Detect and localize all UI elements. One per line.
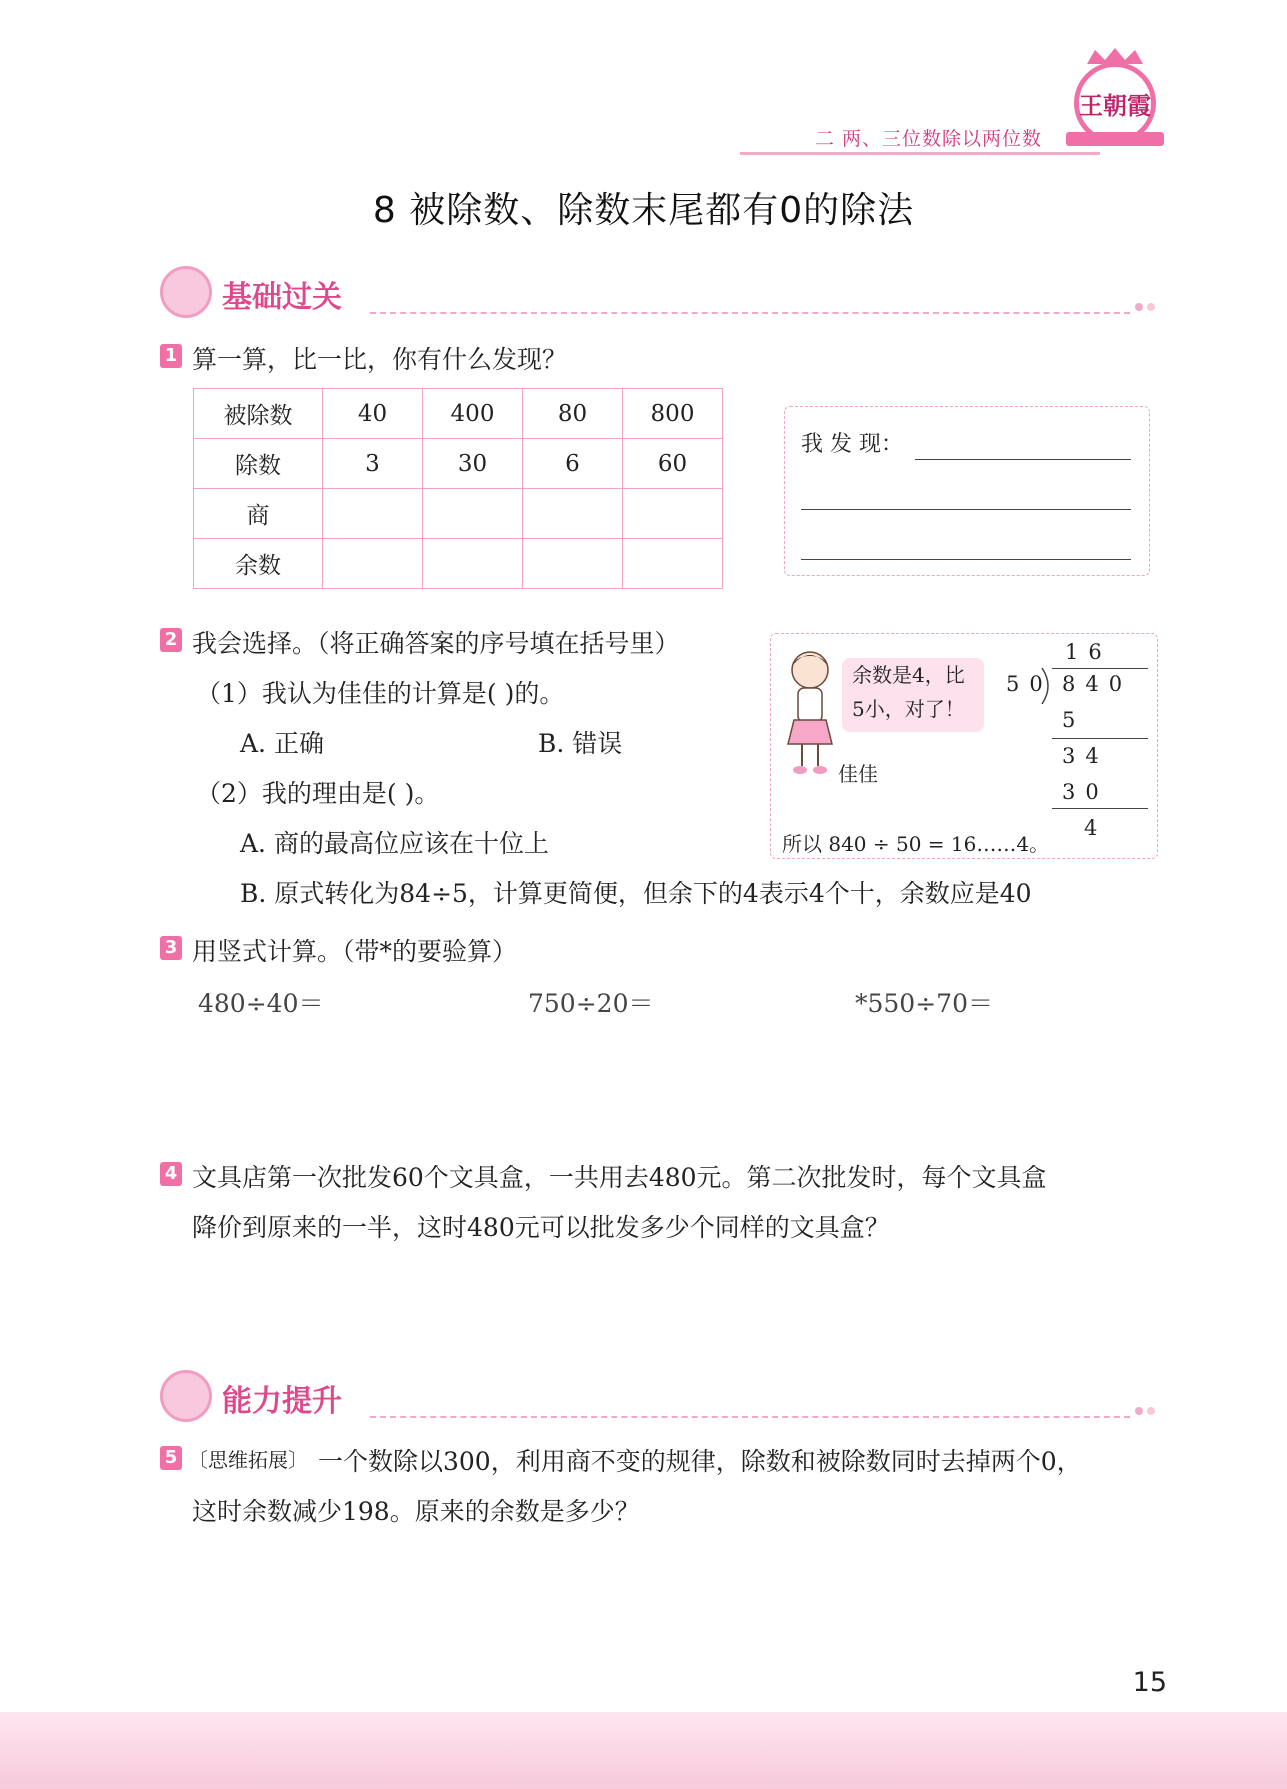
- answer-line[interactable]: [801, 509, 1131, 510]
- table-cell: 60: [623, 439, 723, 489]
- question-number: 4: [160, 1162, 182, 1186]
- row-header: 除数: [194, 439, 323, 489]
- question-tag: 〔思维拓展〕: [188, 1448, 308, 1472]
- logo-text: 王朝霞: [1079, 90, 1151, 120]
- remainder: 4: [1084, 816, 1108, 840]
- answer-line[interactable]: [915, 459, 1131, 460]
- division-bracket-icon: [1040, 668, 1054, 704]
- section-title-basic: 基础过关: [222, 280, 342, 315]
- dots-icon: [1134, 1406, 1158, 1416]
- question-text: 一个数除以300，利用商不变的规律，除数和被除数同时去掉两个0，: [318, 1447, 1082, 1476]
- answer-cell[interactable]: [523, 539, 623, 589]
- table-cell: 400: [423, 389, 523, 439]
- section-title-advanced: 能力提升: [222, 1384, 342, 1419]
- table-cell: 800: [623, 389, 723, 439]
- bubble-line: 余数是4，比: [852, 663, 965, 687]
- table-cell: 80: [523, 389, 623, 439]
- sub-question-2: （2）我的理由是( )。: [196, 779, 440, 808]
- answer-cell[interactable]: [323, 489, 423, 539]
- page-title: 8 被除数、除数末尾都有0的除法: [372, 190, 915, 231]
- dividend: 840: [1062, 672, 1133, 696]
- divisor: 50: [1006, 672, 1053, 696]
- option-a[interactable]: A. 商的最高位应该在十位上: [240, 829, 549, 858]
- answer-cell[interactable]: [423, 539, 523, 589]
- option-b[interactable]: B. 原式转化为84÷5，计算更简便，但余下的4表示4个十，余数应是40: [240, 879, 1032, 908]
- division-step: 5: [1062, 708, 1086, 732]
- row-header: 被除数: [194, 389, 323, 439]
- answer-cell[interactable]: [623, 539, 723, 589]
- speech-bubble: [842, 658, 984, 732]
- option-a[interactable]: A. 正确: [240, 729, 324, 758]
- section-divider: [370, 312, 1130, 314]
- footer-band: [0, 1712, 1287, 1789]
- page-number: 15: [1132, 1667, 1167, 1698]
- running-head: 二 两、三位数除以两位数: [814, 128, 1042, 150]
- answer-cell[interactable]: [523, 489, 623, 539]
- quotient: 16: [1065, 640, 1112, 664]
- question-text: 我会选择。（将正确答案的序号填在括号里）: [192, 629, 680, 658]
- division-line: [1052, 808, 1148, 809]
- division-line: [1052, 738, 1148, 739]
- question-number: 2: [160, 628, 182, 652]
- table-cell: 30: [423, 439, 523, 489]
- sub-question-1: （1）我认为佳佳的计算是( )的。: [196, 679, 565, 708]
- row-header: 余数: [194, 539, 323, 589]
- girl-character-icon: [780, 648, 840, 778]
- question-number: 5: [160, 1446, 182, 1470]
- logo-ribbon: [1066, 132, 1164, 146]
- problem-3[interactable]: *550÷70＝: [855, 989, 993, 1018]
- option-b[interactable]: B. 错误: [538, 729, 623, 758]
- monkey-avatar-icon: [160, 1370, 212, 1422]
- problem-2[interactable]: 750÷20＝: [528, 989, 654, 1018]
- table-row: [194, 389, 723, 439]
- dots-icon: [1134, 302, 1158, 312]
- table-row: [194, 539, 723, 589]
- answer-cell[interactable]: [323, 539, 423, 589]
- question-number: 1: [160, 344, 182, 368]
- table-cell: 6: [523, 439, 623, 489]
- discover-label: 我 发 现：: [801, 432, 903, 457]
- table-cell: 3: [323, 439, 423, 489]
- girl-avatar-icon: [160, 266, 212, 318]
- table-row: [194, 489, 723, 539]
- division-step: 30: [1062, 780, 1109, 804]
- section-divider: [370, 1416, 1130, 1418]
- division-table: [193, 388, 723, 589]
- question-text: 降价到原来的一半，这时480元可以批发多少个同样的文具盒？: [192, 1213, 890, 1242]
- answer-cell[interactable]: [623, 489, 723, 539]
- answer-cell[interactable]: [423, 489, 523, 539]
- question-text: 算一算，比一比，你有什么发现？: [192, 345, 568, 374]
- character-name: 佳佳: [838, 762, 878, 786]
- table-cell: 40: [323, 389, 423, 439]
- problem-1[interactable]: 480÷40＝: [198, 989, 324, 1018]
- question-text: 这时余数减少198。原来的余数是多少？: [192, 1497, 640, 1526]
- bubble-line: 5小，对了！: [852, 697, 965, 721]
- table-row: [194, 439, 723, 489]
- question-text: 文具店第一次批发60个文具盒，一共用去480元。第二次批发时，每个文具盒: [192, 1163, 1047, 1192]
- question-text: 用竖式计算。（带*的要验算）: [192, 937, 518, 966]
- header-rule: [740, 152, 1100, 155]
- question-number: 3: [160, 936, 182, 960]
- row-header: 商: [194, 489, 323, 539]
- division-step: 34: [1062, 744, 1109, 768]
- answer-line[interactable]: [801, 559, 1131, 560]
- conclusion-text: 所以 840 ÷ 50 = 16……4。: [782, 832, 1050, 856]
- discover-box: [784, 406, 1150, 576]
- division-bar: [1052, 668, 1148, 669]
